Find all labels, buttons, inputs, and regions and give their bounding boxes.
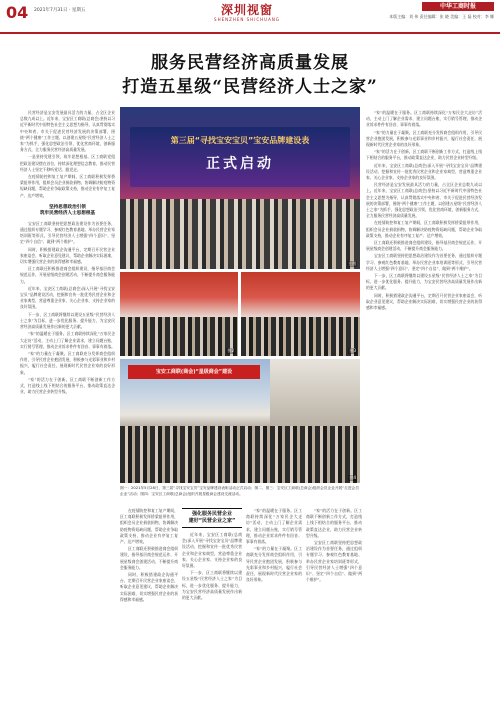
paragraph: 下一步，区工商联将继续以建设五星级“民营经济人士之家”为目标，进一步优化服务、提升能力，为宝安民营经济高质量发展作出新的更大贡献。	[20, 311, 115, 330]
paragraph: 近年来，宝安区工商联(总商会)深入开展“寻找宝安宝贝”品牌建设活动，挖掘和宣传一批优秀民营企业和企业家典型，营造尊重企业家、关心企业家、支持企业家的良好氛围。	[20, 285, 115, 310]
article-column-2	[120, 508, 178, 700]
paragraph: 同时，积极搭建政企沟通平台，定期召开民营企业家座谈会，听取企业意见建议，帮助企业解决实际困难，切实增强民营企业的获得感和幸福感。	[366, 292, 482, 311]
main-photo	[120, 107, 360, 269]
crowd	[120, 199, 360, 269]
paragraph: 区工商联还积极推进商会组织建设，指导基层商会规范运作，开展星级商会创建活动，不断提升商会服务能力。	[366, 240, 482, 252]
paragraph: “家”的力量在于凝聚。区工商联充分发挥商会组织作用，引导民营企业抱团发展，积极参与光彩事业和乡村振兴，履行社会责任，展现新时代民营企业家的良好形象。	[20, 350, 115, 375]
group-banner: 宝安工商联(商会)“星级商会”建设	[128, 365, 260, 379]
crowd	[120, 426, 360, 483]
paragraph: “家”的力量在于凝聚。区工商联充分发挥商会组织作用，引导民营企业抱团发展，积极参与光彩事业和乡村振兴，履行社会责任，展现新时代民营企业家的良好形象。	[246, 546, 302, 583]
stage-backdrop	[130, 127, 350, 187]
photo-tag: 图3	[349, 348, 356, 353]
photo-3	[241, 272, 360, 356]
box-heading: 强化服务民营企业 建好“民营企业之家”	[182, 508, 242, 528]
paragraph: “家”的温暖在于服务。区工商联持续深化“万家民企大走访”活动，主动上门了解企业需求，建立问题台账，实行销号管理，推动企业诉求件件有回音、事事有着落。	[246, 508, 302, 545]
paragraph: 一是坚持党建引领，筑牢思想根基。区工商联党组把政治建设摆在首位，持续深化理想信念教育，推动民营经济人士坚定不移听党话、跟党走。	[20, 154, 115, 172]
paragraph: “家”的温暖在于服务。区工商联持续深化“万家民企大走访”活动，主动上门了解企业需求，建立问题台账，实行销号管理，推动企业诉求件件有回音、事事有着落。	[366, 110, 482, 128]
paragraph: 宝安区工商联坚持把思想政治建设作为首要任务，通过组织专题学习、参观红色教育基地、举办民营企业家培训班等形式，引导民营经济人士增强“四个意识”、坚定“四个自信”、做到“两个维护”。	[366, 253, 482, 271]
photo-tag: 主图	[348, 261, 356, 266]
section-brand	[187, 3, 307, 22]
paragraph: 区工商联还积极推进商会组织建设，指导基层商会规范运作，开展星级商会创建活动，不断提升商会服务能力。	[20, 266, 115, 284]
paragraph: “家”的活力在于创新。区工商联不断创新工作方式，打造线上线下相结合的服务平台，推动政策直达企业，助力民营企业转型升级。	[306, 508, 362, 538]
article-column-4	[246, 508, 302, 700]
paragraph: “家”的力量在于凝聚。区工商联充分发挥商会组织作用，引导民营企业抱团发展，积极参与光彩事业和乡村振兴，履行社会责任，展现新时代民营企业家的良好形象。	[366, 129, 482, 148]
article-column-1	[20, 110, 115, 700]
stage-banner-text: 第三届“寻找宝安宝贝”宝安品牌建设表	[170, 136, 310, 145]
page-number: 04	[6, 3, 29, 22]
crowd	[241, 317, 360, 356]
paragraph: 在疫情防控和复工复产期间，区工商联积极发挥桥梁纽带作用，组织会员企业捐款捐物，协调解决防疫物资短缺问题，帮助企业争取政策支持，推动企业有序复工复产、达产增效。	[120, 508, 178, 545]
photo-2	[120, 272, 238, 356]
paragraph: 下一步，区工商联将继续以建设五星级“民营经济人士之家”为目标，进一步优化服务、提升能力，为宝安民营经济高质量发展作出新的更大贡献。	[366, 273, 482, 291]
paragraph: “家”的活力在于创新。区工商联不断创新工作方式，打造线上线下相结合的服务平台，推动政策直达企业，助力民营企业转型升级。	[20, 376, 115, 395]
photo-tag: 图2	[227, 348, 234, 353]
building	[270, 359, 360, 429]
paragraph: “家”的活力在于创新。区工商联不断创新工作方式，打造线上线下相结合的服务平台，推动政策直达企业，助力民营企业转型升级。	[366, 149, 482, 161]
paragraph: 区工商联还积极推进商会组织建设，指导基层商会规范运作，开展星级商会创建活动，不断提升商会服务能力。	[120, 546, 178, 570]
headline-line-1: 服务民营经济高质量发展	[151, 53, 349, 73]
paragraph: 同时，积极搭建政企沟通平台，定期召开民营企业家座谈会，听取企业意见建议，帮助企业解决实际困难，切实增强民营企业的获得感和幸福感。	[20, 246, 115, 265]
photo-tag: 图4	[349, 475, 356, 480]
group-photo	[120, 359, 360, 483]
paragraph: “家”的温暖在于服务。区工商联持续深化“万家民企大走访”活动，主动上门了解企业需求，建立问题台账，实行销号管理，推动企业诉求件件有回音、事事有着落。	[20, 331, 115, 349]
paragraph: 宝安区工商联坚持把思想政治建设作为首要任务，通过组织专题学习、参观红色教育基地、举办民营企业家培训班等形式，引导民营经济人士增强“四个意识”、坚定“四个自信”、做到“两个维护”。	[20, 220, 115, 245]
paragraph: 近年来，宝安区工商联(总商会)深入开展“寻找宝安宝贝”品牌建设活动，挖掘和宣传一批优秀民营企业和企业家典型，营造尊重企业家、关心企业家、支持企业家的良好氛围。	[366, 162, 482, 181]
paragraph: 近年来，宝安区工商联(总商会)深入开展“寻找宝安宝贝”品牌建设活动，挖掘和宣传一批优秀民营企业和企业家典型，营造尊重企业家、关心企业家、支持企业家的良好氛围。	[182, 532, 242, 569]
paragraph: 下一步，区工商联将继续以建设五星级“民营经济人士之家”为目标，进一步优化服务、提升能力，为宝安民营经济高质量发展作出新的更大贡献。	[182, 570, 242, 601]
paragraph: 在疫情防控和复工复产期间，区工商联积极发挥桥梁纽带作用，组织会员企业捐款捐物，协调解决防疫物资短缺问题，帮助企业争取政策支持，推动企业有序复工复产、达产增效。	[20, 174, 115, 198]
page-header	[0, 0, 500, 34]
article-column-3	[182, 532, 242, 700]
newspaper-name: 中华工商时报	[422, 2, 494, 11]
paragraph: 民营经济是宝安发展最具活力的力量，占全区企业总数九成以上。近年来，宝安区工商联(总商会)坚持以习近平新时代中国特色社会主义思想为指导，认真贯彻落实中央和省、市关于促进民营经济发展的决策部署，围绕“两个健康”工作主题，以创建五星级“民营经济人士之家”为抓手，强化思想政治引领，优化营商环境，创新服务方式，全力服务民营经济高质量发展。	[366, 182, 482, 219]
issue-date: 2021年7月31日 · 星期五	[34, 8, 86, 13]
article-column-right	[366, 110, 482, 700]
editor-credits: 本版主编：刘 伟 责任编辑：张 晓 美编：王 磊 校对：李 娜	[389, 14, 494, 19]
paragraph: 同时，积极搭建政企沟通平台，定期召开民营企业家座谈会，听取企业意见建议，帮助企业解决实际困难，切实增强民营企业的获得感和幸福感。	[120, 572, 178, 602]
crowd	[120, 317, 238, 356]
section-title: 深圳视窗	[220, 3, 273, 17]
photo-caption: 图一：2021年5月28日，第三届“寻找宝安宝贝”宝安品牌建设表彰活动正式启动；图二、图三：宝安区工商联(总商会)组织会员企业开展“走进会员企业”活动；图四：宝安区工商联(总商会)组织开展星级商会建设交流活动。	[120, 486, 359, 496]
section-pinyin: SHENZHEN SHICHUANG	[214, 17, 280, 22]
paragraph: 在疫情防控和复工复产期间，区工商联积极发挥桥梁纽带作用，组织会员企业捐款捐物，协调解决防疫物资短缺问题，帮助企业争取政策支持，推动企业有序复工复产、达产增效。	[366, 220, 482, 238]
stage-launch-text: 正式启动	[206, 156, 274, 172]
paragraph: 民营经济是宝安发展最具活力的力量，占全区企业总数九成以上。近年来，宝安区工商联(总商会)坚持以习近平新时代中国特色社会主义思想为指导，认真贯彻落实中央和省、市关于促进民营经济发展的决策部署，围绕“两个健康”工作主题，以创建五星级“民营经济人士之家”为抓手，强化思想政治引领，优化营商环境，创新服务方式，全力服务民营经济高质量发展。	[20, 110, 115, 153]
headline-line-2: 打造五星级“民营经济人士之家”	[122, 77, 378, 97]
subheading: 坚持思想政治引领 筑牢民营经济人士思想根基	[39, 204, 96, 216]
paragraph: 宝安区工商联坚持把思想政治建设作为首要任务，通过组织专题学习、参观红色教育基地、举办民营企业家培训班等形式，引导民营经济人士增强“四个意识”、坚定“四个自信”、做到“两个维护”。	[306, 540, 362, 583]
article-column-5	[306, 508, 362, 700]
